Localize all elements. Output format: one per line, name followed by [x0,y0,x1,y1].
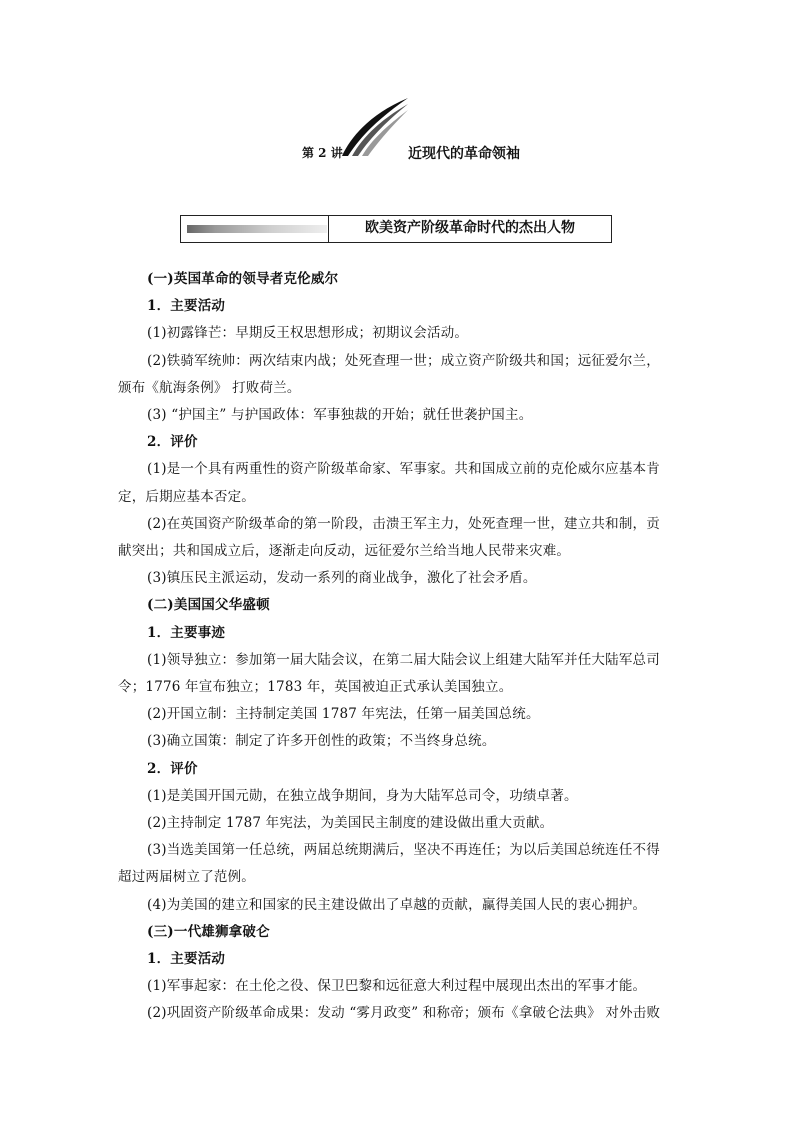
section-tag-graphic [187,225,327,233]
paragraph-line: (3)确立国策：制定了许多开创性的政策；不当终身总统。 [147,733,496,750]
paragraph-line: (1)是美国开国元勋，在独立战争期间，身为大陆军总司令，功绩卓著。 [147,787,578,804]
section-title: 欧美资产阶级革命时代的杰出人物 [365,220,575,236]
subsection-heading: 1．主要活动 [147,298,226,315]
body-text [118,266,678,1028]
paragraph-line: (2)开国立制：主持制定美国 1787 年宪法，任第一届美国总统。 [147,706,540,723]
paragraph-line: (1)是一个具有两重性的资产阶级革命家、军事家。共和国成立前的克伦威尔应基本肯 [147,461,660,478]
lecture-number: 第 2 讲 [302,146,343,160]
section-heading: (三)一代雄狮拿破仑 [147,923,270,940]
paragraph-line: (2)铁骑军统帅：两次结束内战；处死查理一世；成立资产阶级共和国；远征爱尔兰， [147,352,660,369]
subsection-heading: 2．评价 [147,760,198,777]
paragraph-line: (4)为美国的建立和国家的民主建设做出了卓越的贡献，赢得美国人民的衷心拥护。 [147,896,647,913]
paragraph-line: (2)巩固资产阶级革命成果：发动 “雾月政变” 和称帝；颁布《拿破仑法典》 对外击败 [147,1005,661,1022]
subsection-heading: 1．主要活动 [147,951,226,968]
paragraph-line: (2)主持制定 1787 年宪法，为美国民主制度的建设做出重大贡献。 [147,815,554,832]
paragraph-line: 定，后期应基本否定。 [118,488,255,505]
paragraph-line: (2)在英国资产阶级革命的第一阶段，击溃王军主力，处死查理一世，建立共和制，贡 [147,515,660,532]
section-heading: (二)美国国父华盛顿 [147,597,270,614]
paragraph-line: (3)当选美国第一任总统，两届总统期满后，坚决不再连任；为以后美国总统连任不得 [147,842,660,859]
paragraph-line: (1)军事起家：在土伦之役、保卫巴黎和远征意大利过程中展现出杰出的军事才能。 [147,978,647,995]
subsection-heading: 2．评价 [147,434,198,451]
section-heading: (一)英国革命的领导者克伦威尔 [147,271,339,287]
lecture-title: 近现代的革命领袖 [408,146,520,162]
paragraph-line: 超过两届树立了范例。 [118,869,255,886]
lecture-heading [0,144,794,164]
paragraph-line: 颁布《航海条例》 打败荷兰。 [118,379,301,396]
paragraph-line: (3) “护国主” 与护国政体：军事独裁的开始；就任世袭护国主。 [147,407,533,424]
paragraph-line: (1)初露锋芒：早期反王权思想形成；初期议会活动。 [147,325,469,342]
paragraph-line: 献突出；共和国成立后，逐渐走向反动，远征爱尔兰给当地人民带来灾难。 [118,543,571,560]
subsection-heading: 1．主要事迹 [147,624,226,641]
section-header-box [180,215,612,243]
paragraph-line: (3)镇压民主派运动，发动一系列的商业战争，激化了社会矛盾。 [147,570,537,587]
paragraph-line: (1)领导独立：参加第一届大陆会议，在第二届大陆会议上组建大陆军并任大陆军总司 [147,651,660,668]
paragraph-line: 令；1776 年宣布独立；1783 年，英国被迫正式承认美国独立。 [118,679,513,696]
section-tag-cell [181,216,329,242]
